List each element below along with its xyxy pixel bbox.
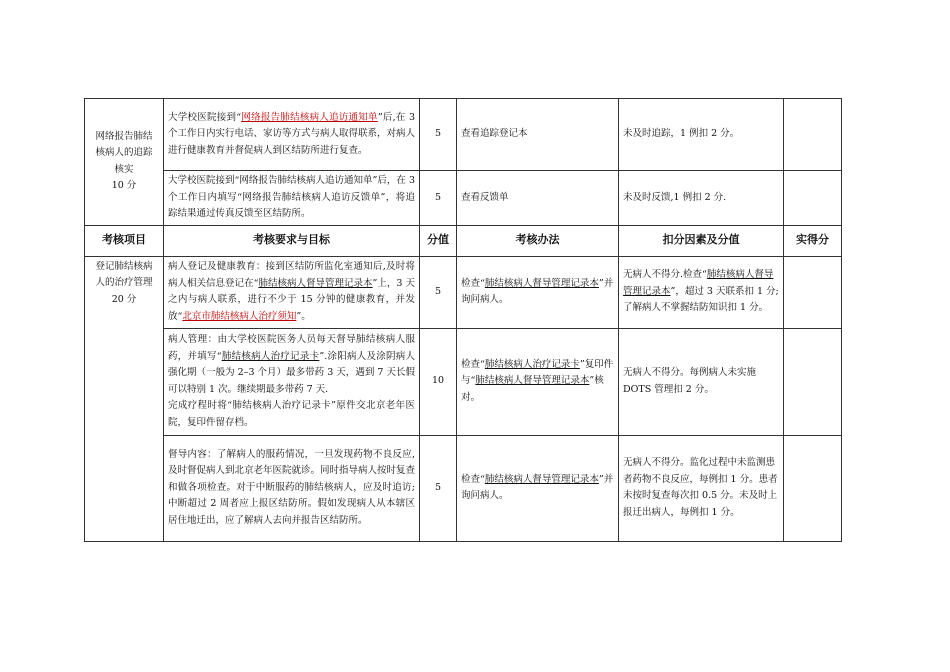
method-text: 检查“ [461,358,485,370]
item-cell [85,256,164,541]
treatment-notice-link[interactable]: 北京市肺结核病人治疗须知 [182,310,297,322]
method-cell [457,328,619,435]
method-cell [457,435,619,541]
method-text: 检查“ [461,473,485,485]
record-book-link[interactable]: 肺结核病人督导管理记录本 [484,473,599,485]
requirement-text: 大学校医院接到“ [168,111,242,123]
requirement-cell [164,99,420,171]
table-row [85,328,842,435]
item-label: 人的治疗管理 [95,277,153,288]
requirement-cell: 督导内容：了解病人的服药情况，一旦发现药物不良反应,及时督促病人到北京老年医院就诊。同时指导病人按时复查和做各项检查。对于中断服药的肺结核病人，应及时追访;中断超过 2 周者应上报区结防所。假如发现病人从本辖区居住地迁出，应了解病人去向并报告区结防所。 [164,435,420,541]
treatment-card-link[interactable]: 肺结核病人治疗记录卡 [221,350,320,362]
notice-link[interactable]: 网络报告肺结核病人追访通知单 [241,111,378,123]
record-book-link[interactable]: 肺结核病人督导管理记录本 [475,375,590,387]
score-cell: 5 [420,171,457,226]
item-label: 核病人的追踪 [95,147,153,159]
assessment-table [84,98,842,542]
score-cell: 5 [420,256,457,328]
score-cell: 5 [420,99,457,171]
requirement-text: ”.涂阳病人及涂阴病人强化期（一般为 2–3 个月）最多带药 3 天，遇到 7 天长假可以特别 1 次。继续期最多带药 7 天. [168,350,415,395]
item-label: 网络报告肺结 [95,130,153,142]
item-label: 登记肺结核病 [95,260,153,272]
deduction-cell: 无病人不得分。监化过程中未监测患者药物不良反应，每例扣 1 分。患者未按时复查每次扣 0.5 分。未及时上报迁出病人，每例扣 1 分。 [619,435,784,541]
actual-score-cell[interactable] [784,328,842,435]
requirement-text: ”。 [296,310,311,322]
item-label: 核实 [114,163,134,175]
header-requirement: 考核要求与目标 [164,225,420,256]
method-text: ”并询问病人。 [461,277,614,305]
header-actual: 实得分 [784,225,842,256]
requirement-text: 完成疗程时将“肺结核病人治疗记录卡”原件交北京老年医院，复印件留存档。 [168,400,415,428]
method-text: ”核对。 [461,375,604,403]
item-points: 20 分 [111,293,137,305]
deduction-text: 无病人不得分.检查“ [623,269,707,281]
table-row [85,256,842,328]
requirement-text: 病人登记及健康教育：接到区结防所监化室通知后,及时将病人相关信息登记在“ [168,261,415,289]
method-text: 检查“ [461,277,485,289]
actual-score-cell[interactable] [784,435,842,541]
requirement-text: ”上，3 天之内与病人联系，进行不少于 15 分钟的健康教育，并发放“ [168,277,415,322]
deduction-cell: 未及时反馈,1 例扣 2 分. [619,171,784,226]
record-book-link[interactable]: 肺结核病人督导管理记录本 [484,277,599,289]
header-item: 考核项目 [85,225,164,256]
deduction-cell [619,256,784,328]
record-book-link[interactable]: 肺结核病人督导管理记录本 [258,277,373,289]
deduction-cell: 未及时追踪，1 例扣 2 分。 [619,99,784,171]
header-method: 考核办法 [457,225,619,256]
score-cell: 10 [420,328,457,435]
method-cell [457,256,619,328]
method-cell: 查看追踪登记本 [457,99,619,171]
requirement-cell [164,256,420,328]
actual-score-cell[interactable] [784,99,842,171]
item-points: 10 分 [111,180,137,192]
method-text: ”并询问病人。 [461,473,614,501]
table-row [85,99,842,171]
score-cell: 5 [420,435,457,541]
record-book-link[interactable]: 肺结核病人督导管理记录本 [623,269,774,297]
actual-score-cell[interactable] [784,256,842,328]
requirement-cell: 大学校医院接到“网络报告肺结核病人追访通知单”后，在 3 个工作日内填写“网络报告肺结核病人追访反馈单”，将追踪结果通过传真反馈至区结防所。 [164,171,420,226]
table-header-row [85,225,842,256]
table-row [85,171,842,226]
deduction-text: ”，超过 3 天联系扣 1 分;了解病人不掌握结防知识扣 1 分。 [623,285,779,314]
header-score: 分值 [420,225,457,256]
table-row [85,435,842,541]
item-cell [85,99,164,226]
treatment-card-link[interactable]: 肺结核病人治疗记录卡 [484,358,580,370]
header-deduction: 扣分因素及分值 [619,225,784,256]
requirement-cell [164,328,420,435]
requirement-text: ”后,在 3 个工作日内实行电话、家访等方式与病人取得联系，对病人进行健康教育并督促病人到区结防所进行复查。 [168,111,416,156]
actual-score-cell[interactable] [784,171,842,226]
method-text: ”复印件与“ [461,358,614,387]
requirement-text: 病人管理：由大学校医院医务人员每天督导肺结核病人服药，并填写“ [168,334,415,362]
method-cell: 查看反馈单 [457,171,619,226]
deduction-cell: 无病人不得分。每例病人未实施DOTS 管理扣 2 分。 [619,328,784,435]
